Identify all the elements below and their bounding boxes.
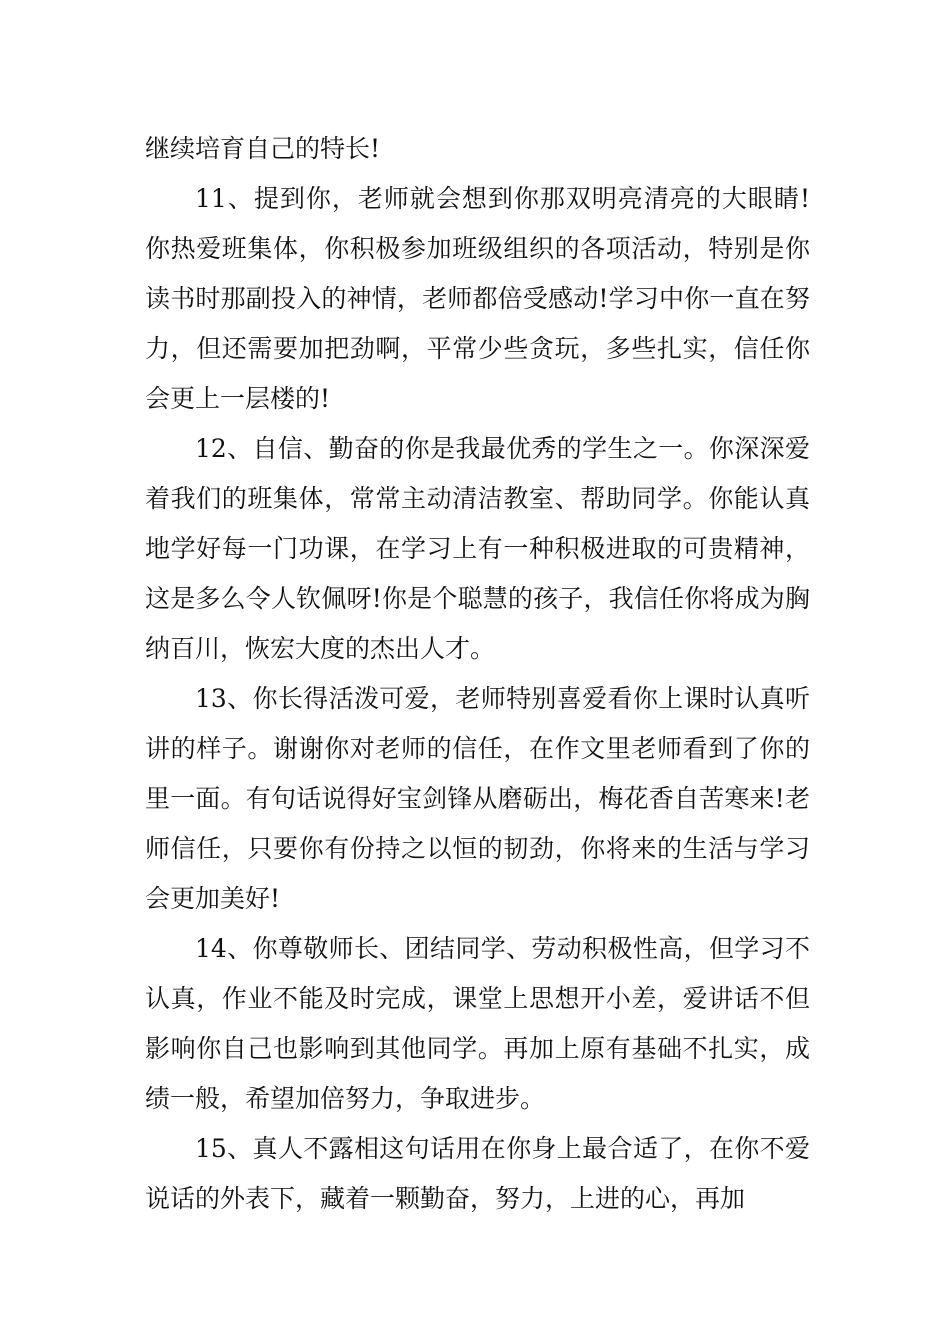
paragraph-continued: 继续培育自己的特长! — [145, 134, 381, 163]
paragraph-13: 13、你长得活泼可爱，老师特别喜爱看你上课时认真听讲的样子。谢谢你对老师的信任，在作文里老师看到了你的里一面。有句话说得好宝剑锋从磨砺出，梅花香自苦寒来!老师信任，只要你有份持之以恒的韧劲，你将来的生活与学习会更加美好! — [145, 684, 810, 913]
paragraph-15: 15、真人不露相这句话用在你身上最合适了，在你不爱说话的外表下，藏着一颗勤奋，努力，上进的心，再加 — [145, 1134, 810, 1213]
document-body — [145, 124, 810, 1224]
paragraph-11: 11、提到你，老师就会想到你那双明亮清亮的大眼睛!你热爱班集体，你积极参加班级组织的各项活动，特别是你读书时那副投入的神情，老师都倍受感动!学习中你一直在努力，但还需要加把劲啊，平常少些贪玩，多些扎实，信任你会更上一层楼的! — [145, 184, 810, 413]
paragraph-14: 14、你尊敬师长、团结同学、劳动积极性高，但学习不认真，作业不能及时完成，课堂上思想开小差，爱讲话不但影响你自己也影响到其他同学。再加上原有基础不扎实，成绩一般，希望加倍努力，争取进步。 — [145, 934, 810, 1113]
paragraph-12: 12、自信、勤奋的你是我最优秀的学生之一。你深深爱着我们的班集体，常常主动清洁教室、帮助同学。你能认真地学好每一门功课，在学习上有一种积极进取的可贵精神，这是多么令人钦佩呀!你是个聪慧的孩子，我信任你将成为胸纳百川，恢宏大度的杰出人才。 — [145, 434, 810, 663]
